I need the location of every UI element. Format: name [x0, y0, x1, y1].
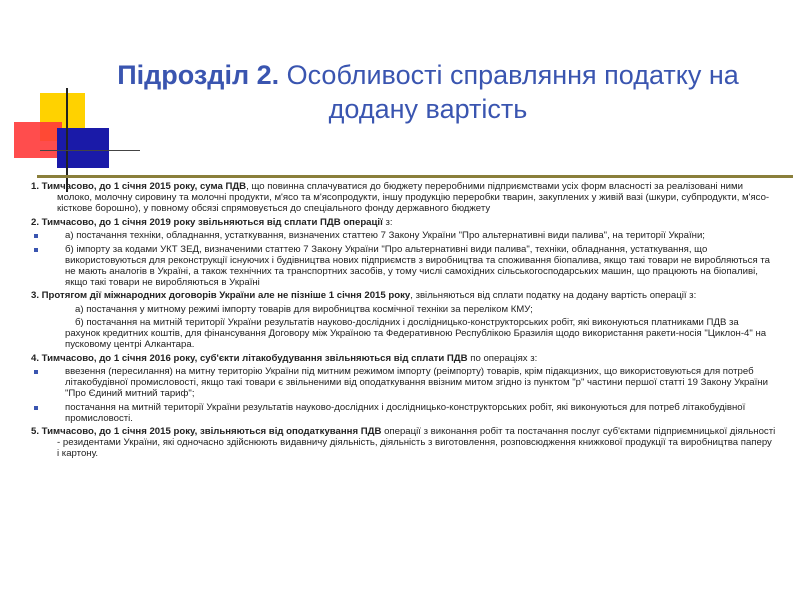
item-4a-text: ввезення (пересилання) на митну територію України під митним режимом імпорту (реімпорту) товарів, крім підакцизних, що використовуються для потреб літакобудівної промисловості, якщо такі товари є звільненими від оподаткування ввізним митом згідно із пунктом "р" частини першої статті 19 Закону України "Про Єдиний митний тариф"; — [65, 366, 768, 399]
decor-blue-square — [57, 128, 109, 168]
item-3a: а) постачання у митному режимі імпорту товарів для виробництва космічної техніки за переліком КМУ; — [75, 303, 533, 315]
item-4-text: по операціях з: — [467, 352, 538, 364]
title-section-number: Підрозділ 2. — [117, 60, 280, 90]
decor-red-square — [14, 122, 62, 158]
item-2b — [31, 244, 776, 288]
item-1 — [31, 181, 776, 214]
bullet-icon — [34, 370, 38, 374]
item-2-text: з: — [382, 216, 393, 228]
title-text: Особливості справляння податку на додану вартість — [279, 60, 739, 124]
item-4-bold: 4. Тимчасово, до 1 січня 2016 року, суб'єкти літакобудування звільняються від сплати ПДВ — [31, 352, 468, 364]
item-2b-text: б) імпорту за кодами УКТ ЗЕД, визначеними статтею 7 Закону України "Про альтернативні види палива", техніки, обладнання, устаткування, що використовуються для реконструкції існуючих і будівництва нових підприємств з виробництва та споживання біопалива, якщо такі товари не виробляються та не мають аналогів в Україні, а також технічних та транспортних засобів, у тому числі самохідних сільськогосподарських машин, що працюють на біопаливі, якщо такі товари не виробляються в Україні — [65, 243, 770, 288]
item-2-bold: 2. Тимчасово, до 1 січня 2019 року звільняються від сплати ПДВ операції — [31, 216, 383, 228]
item-2 — [31, 217, 776, 228]
item-1-text: , що повинна сплачуватися до бюджету переробними підприємствами усіх форм власності за реалізовані ними молоко, молочну сировину та молочні продукти, м'ясо та м'ясопродукти, іншу продукцію переробки тварин, закуплених у живій вазі (шкури, субпродукти, м'ясо-кісткове борошно), у повному обсязі спрямовується до спеціального фонду державного бюджету — [57, 181, 770, 214]
item-4b-text: постачання на митній території України результатів науково-дослідних і дослідницько-конструкторських робіт, які виконуються для потреб літакобудівної промисловості. — [65, 401, 746, 424]
bullet-icon — [34, 406, 38, 410]
item-5-text: операції з виконання робіт та постачання послуг суб'єктами підприємницької діяльності - резидентами України, які одночасно здійснюють видавничу діяльність, діяльність з виготовлення, розповсюдження книжкової продукції та виробництва паперу і картону. — [57, 426, 776, 459]
slide-body — [31, 181, 776, 462]
bullet-icon — [34, 248, 38, 252]
item-4b — [31, 402, 776, 424]
item-4a — [31, 366, 776, 399]
item-3-text: , звільняються від сплати податку на додану вартість операції з: — [410, 290, 697, 301]
item-5 — [31, 426, 776, 459]
decor-horizontal-line — [40, 150, 140, 151]
slide-title — [108, 58, 748, 126]
item-5-bold: 5. Тимчасово, до 1 січня 2015 року, звільняються від оподаткування ПДВ — [31, 426, 382, 437]
item-2a-text: а) постачання техніки, обладнання, устаткування, визначених статтею 7 Закону України "Про альтернативні види палива", на території України; — [65, 230, 705, 241]
bullet-icon — [34, 234, 38, 238]
item-3 — [31, 290, 776, 301]
item-2a — [31, 230, 776, 241]
item-3b: б) постачання на митній території України результатів науково-дослідних і дослідницько-конструкторських робіт, які виконуються платниками ПДВ за рахунок кредитних коштів, для фінансування Договору між Україною та Федеративною Республікою Бразилія щодо використання ракети-носія "Циклон-4" на пусковому центрі Алкантара. — [65, 317, 767, 350]
title-divider — [37, 175, 793, 178]
item-4 — [31, 353, 776, 364]
item-3-bold: 3. Протягом дії міжнародних договорів України але не пізніше 1 січня 2015 року — [31, 290, 411, 301]
item-1-bold: 1. Тимчасово, до 1 січня 2015 року, сума ПДВ — [31, 181, 247, 192]
